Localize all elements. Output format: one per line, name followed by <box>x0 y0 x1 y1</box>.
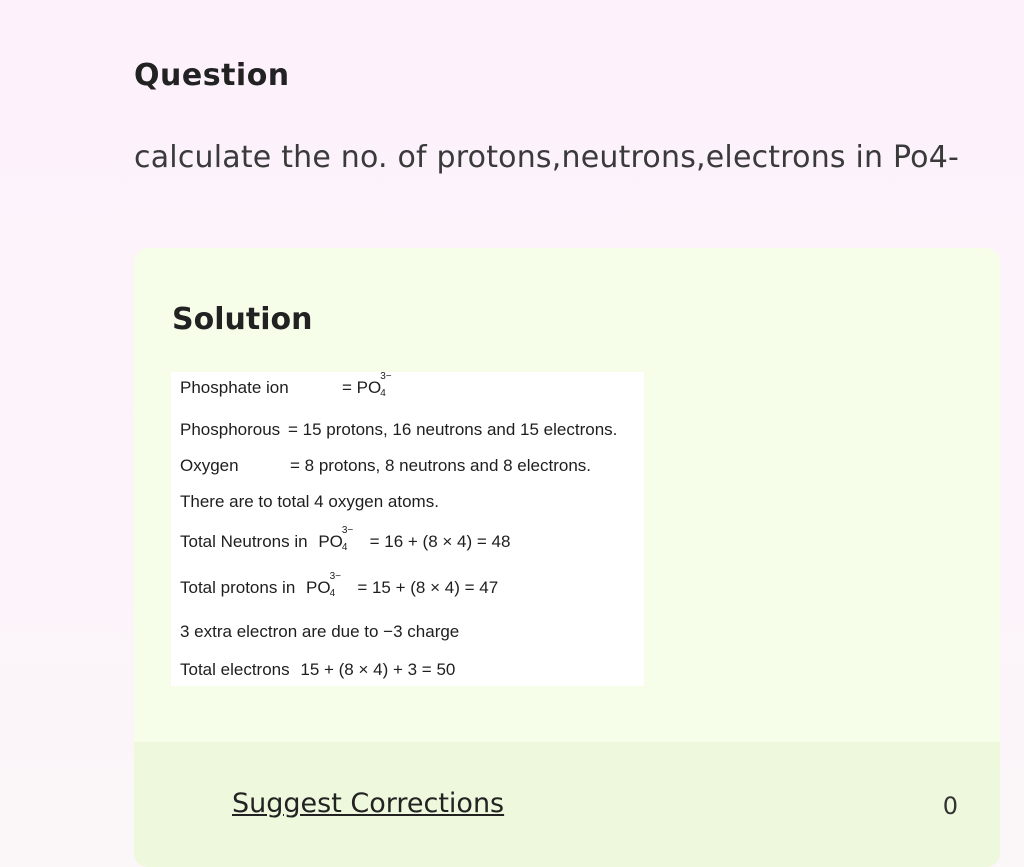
total-electrons-label: Total electrons <box>180 660 290 679</box>
total-neutrons-label: Total Neutrons in <box>180 532 308 551</box>
solution-line-total-neutrons <box>180 525 511 553</box>
neutrons-subscript: 4 <box>341 542 348 553</box>
solution-line-total-protons <box>180 571 499 599</box>
phosphate-charge: 3− <box>380 371 392 382</box>
protons-subscript: 4 <box>329 588 336 599</box>
phosphorous-value: = 15 protons, 16 neutrons and 15 electrons. <box>288 420 618 439</box>
solution-line-total-electrons <box>180 660 455 680</box>
total-protons-label: Total protons in <box>180 578 296 597</box>
solution-line-phosphorous <box>180 420 618 440</box>
total-protons-value: = 15 + (8 × 4) = 47 <box>357 578 499 597</box>
protons-charge: 3− <box>329 571 341 582</box>
solution-line-oxygen-count: There are to total 4 oxygen atoms. <box>180 492 439 511</box>
solution-card <box>134 248 1000 867</box>
question-title: Question <box>134 58 290 93</box>
solution-line-phosphate <box>180 371 392 399</box>
total-protons-formula <box>306 571 341 599</box>
suggest-corrections-link[interactable]: Suggest Corrections <box>232 788 505 819</box>
solution-title: Solution <box>172 302 313 337</box>
total-electrons-value: 15 + (8 × 4) + 3 = 50 <box>300 660 456 679</box>
oxygen-label: Oxygen <box>180 456 239 475</box>
protons-formula-text: PO <box>306 578 331 597</box>
solution-image <box>171 372 644 686</box>
phosphate-subscript: 4 <box>380 388 386 399</box>
solution-line-extra-electrons: 3 extra electron are due to −3 charge <box>180 622 460 641</box>
phosphate-label: Phosphate ion <box>180 378 289 397</box>
solution-line-oxygen <box>180 456 592 476</box>
total-neutrons-formula <box>318 525 354 553</box>
corrections-count: 0 <box>942 792 958 820</box>
neutrons-formula-text: PO <box>318 532 343 551</box>
phosphate-formula <box>342 371 392 399</box>
oxygen-value: = 8 protons, 8 neutrons and 8 electrons. <box>290 456 592 475</box>
phosphorous-label: Phosphorous <box>180 420 281 439</box>
solution-footer <box>134 742 1000 867</box>
neutrons-charge: 3− <box>341 525 354 536</box>
phosphate-formula-text: = PO <box>342 378 382 397</box>
question-text: calculate the no. of protons,neutrons,electrons in Po4- <box>134 140 960 175</box>
total-neutrons-value: = 16 + (8 × 4) = 48 <box>369 532 511 551</box>
